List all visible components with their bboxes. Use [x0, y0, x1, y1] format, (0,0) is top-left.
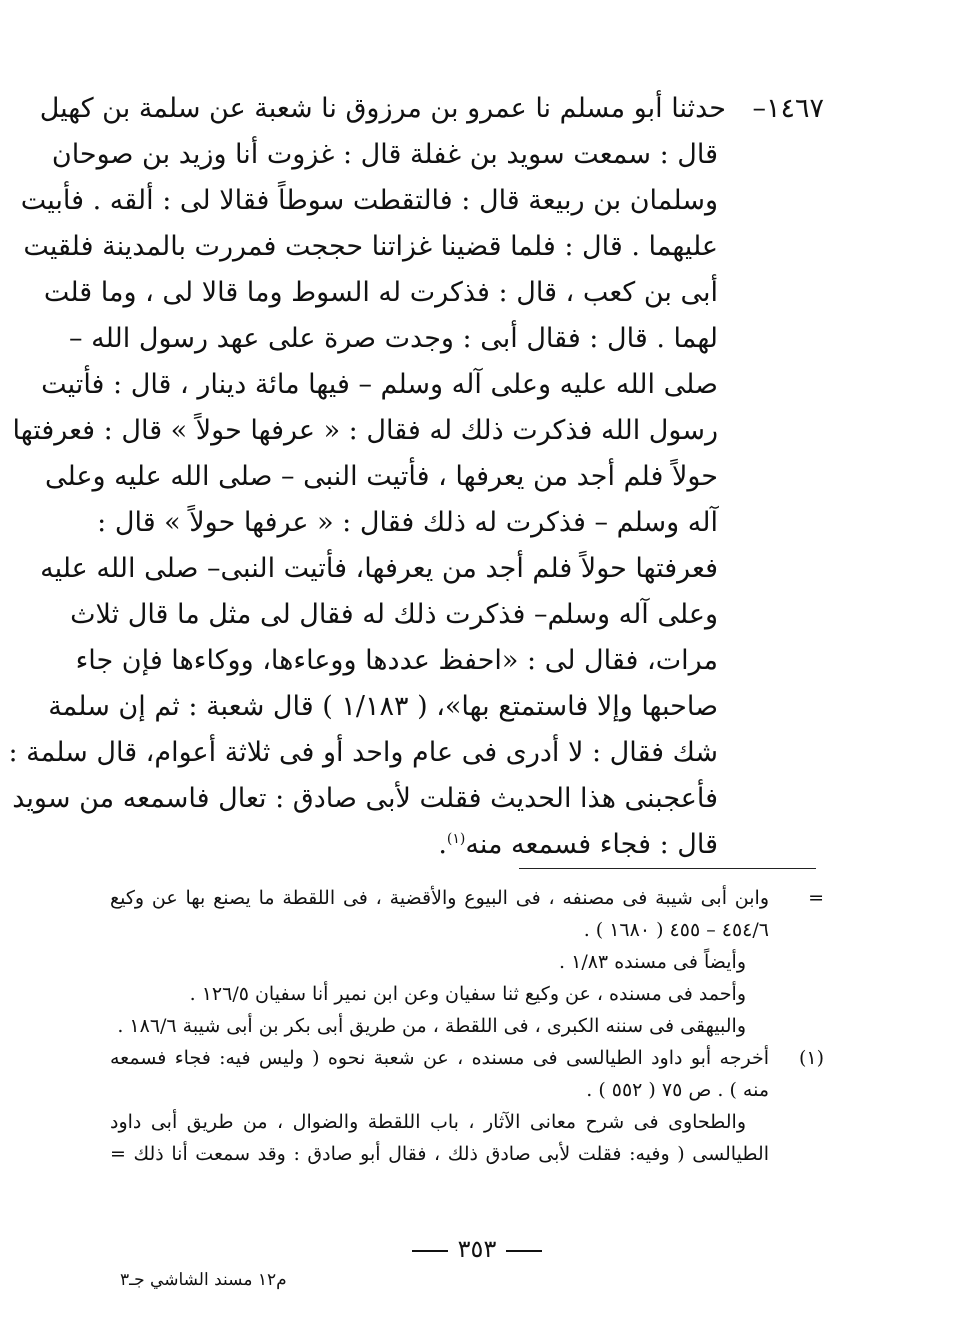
footnote-text: الطيالسى ( وفيه: فقلت لأبى صادق ذلك ، فقال أبو صادق : وقد سمعت أنا ذلك = [110, 1143, 769, 1165]
hadith-line: لهما . قال : فقال أبى : وجدت صرة على عهد رسول الله – [69, 323, 718, 354]
footnote-separator [519, 868, 816, 869]
hadith-number: ١٤٦٧– [752, 93, 824, 124]
footnote-line [110, 1042, 824, 1074]
hadith-line: مرات، فقال لى : «احفظ عددها ووعاءها، ووكاءها فإن جاء [75, 645, 718, 676]
hadith-last-line [110, 822, 718, 868]
page-number [0, 1232, 954, 1266]
hadith-line: صاحبها وإلا فاستمتع بها»، ( ١/١٨٣ ) قال شعبة : ثم إن سلمة [48, 691, 718, 722]
footnote-text: وابن أبى شيبة فى مصنفه ، فى البيوع والأقضية ، فى اللقطة ما يصنع بها عن وكيع [110, 887, 769, 909]
hadith-line: شك فقال : لا أدرى فى عام واحد أو فى ثلاثة أعوام، قال سلمة : [8, 737, 718, 768]
footnotes [110, 882, 824, 1170]
hadith-line: حولاً فلم أجد من يعرفها ، فأتيت النبى – صلى الله عليه وعلى [44, 461, 718, 492]
hadith-line: وعلى آله وسلم– فذكرت ذلك له فقال لى مثل ما قال ثلاث [70, 599, 718, 630]
hadith-first-line: حدثنا أبو مسلم نا عمرو بن مرزوق نا شعبة عن سلمة بن كهيل [39, 93, 726, 124]
footnote-text: والطحاوى فى شرح معانى الآثار ، باب اللقطة والضوال ، من طريق أبى داود [110, 1111, 746, 1133]
page-number-dash [506, 1250, 542, 1252]
footnote-text: وأيضاً فى مسنده ١/٨٣ . [559, 951, 746, 973]
footnote-line [110, 882, 824, 914]
hadith-line: أبى بن كعب ، قال : فذكرت له السوط وما قالا لى ، وما قلت [43, 277, 718, 308]
footnote-line [110, 1074, 824, 1106]
footnote-marker: = [808, 887, 824, 909]
footnote-line [110, 1138, 824, 1170]
hadith-line: وسلمان بن ربيعة قال : فالتقطت سوطاً فقالا لى : ألقه . فأبيت [20, 185, 718, 216]
hadith-line: عليهما . قال : فلما قضينا غزاتنا حججت فمررت بالمدينة فلقيت [23, 231, 718, 262]
hadith-last-line-end: . [438, 829, 447, 860]
hadith-line: فعرفتها حولاً فلم أجد من يعرفها، فأتيت النبى– صلى الله عليه [40, 553, 718, 584]
footnote-line [110, 978, 824, 1010]
hadith-line: رسول الله فذكرت ذلك له فقال : « عرفها حولاً » قال : فعرفتها [12, 415, 718, 446]
footnote-line [110, 914, 824, 946]
footnote-reference[interactable]: (١) [446, 831, 466, 847]
footnote-text: ٤٥٤/٦ – ٤٥٥ ( ١٦٨٠ ) . [583, 919, 769, 941]
footnote-line [110, 946, 824, 978]
footnote-line [110, 1010, 824, 1042]
footnote-text: والبيهقى فى سننه الكبرى ، فى اللقطة ، من طريق أبى بكر بن أبى شيبة ١٨٦/٦ . [117, 1015, 746, 1037]
hadith-line: فأعجبنى هذا الحديث فقلت لأبى صادق : تعال فاسمعه من سويد [12, 783, 718, 814]
page-number-dash [412, 1250, 448, 1252]
hadith-last-line-text: قال : فجاء فسمعه منه [465, 829, 718, 860]
page-number-value: ٣٥٣ [457, 1235, 497, 1263]
footnote-line [110, 1106, 824, 1138]
hadith-line: آله وسلم – فذكرت له ذلك فقال : « عرفها حولاً » قال : [97, 507, 718, 538]
hadith-line: قال : سمعت سويد بن غفلة قال : غزوت أنا وزيد بن صوحان [51, 139, 718, 170]
hadith-line: صلى الله عليه وعلى آله وسلم – فيها مائة دينار ، قال : فأتيت [41, 369, 718, 400]
footnote-text: وأحمد فى مسنده ، عن وكيع ثنا سفيان وعن ابن نمير أنا سفيان ١٢٦/٥ . [189, 983, 746, 1005]
printer-signature: م١٢ مسند الشاشي جـ٣ [120, 1270, 287, 1290]
hadith-body [8, 132, 718, 868]
footnote-marker: (١) [798, 1047, 824, 1069]
footnote-text: أخرجه أبو داود الطيالسى فى مسنده ، عن شعبة نحوه ( وليس فيه: فجاء فسمعه [110, 1047, 769, 1069]
footnote-text: منه ) . ص ٧٥ ( ٥٥٢ ) . [586, 1079, 769, 1101]
